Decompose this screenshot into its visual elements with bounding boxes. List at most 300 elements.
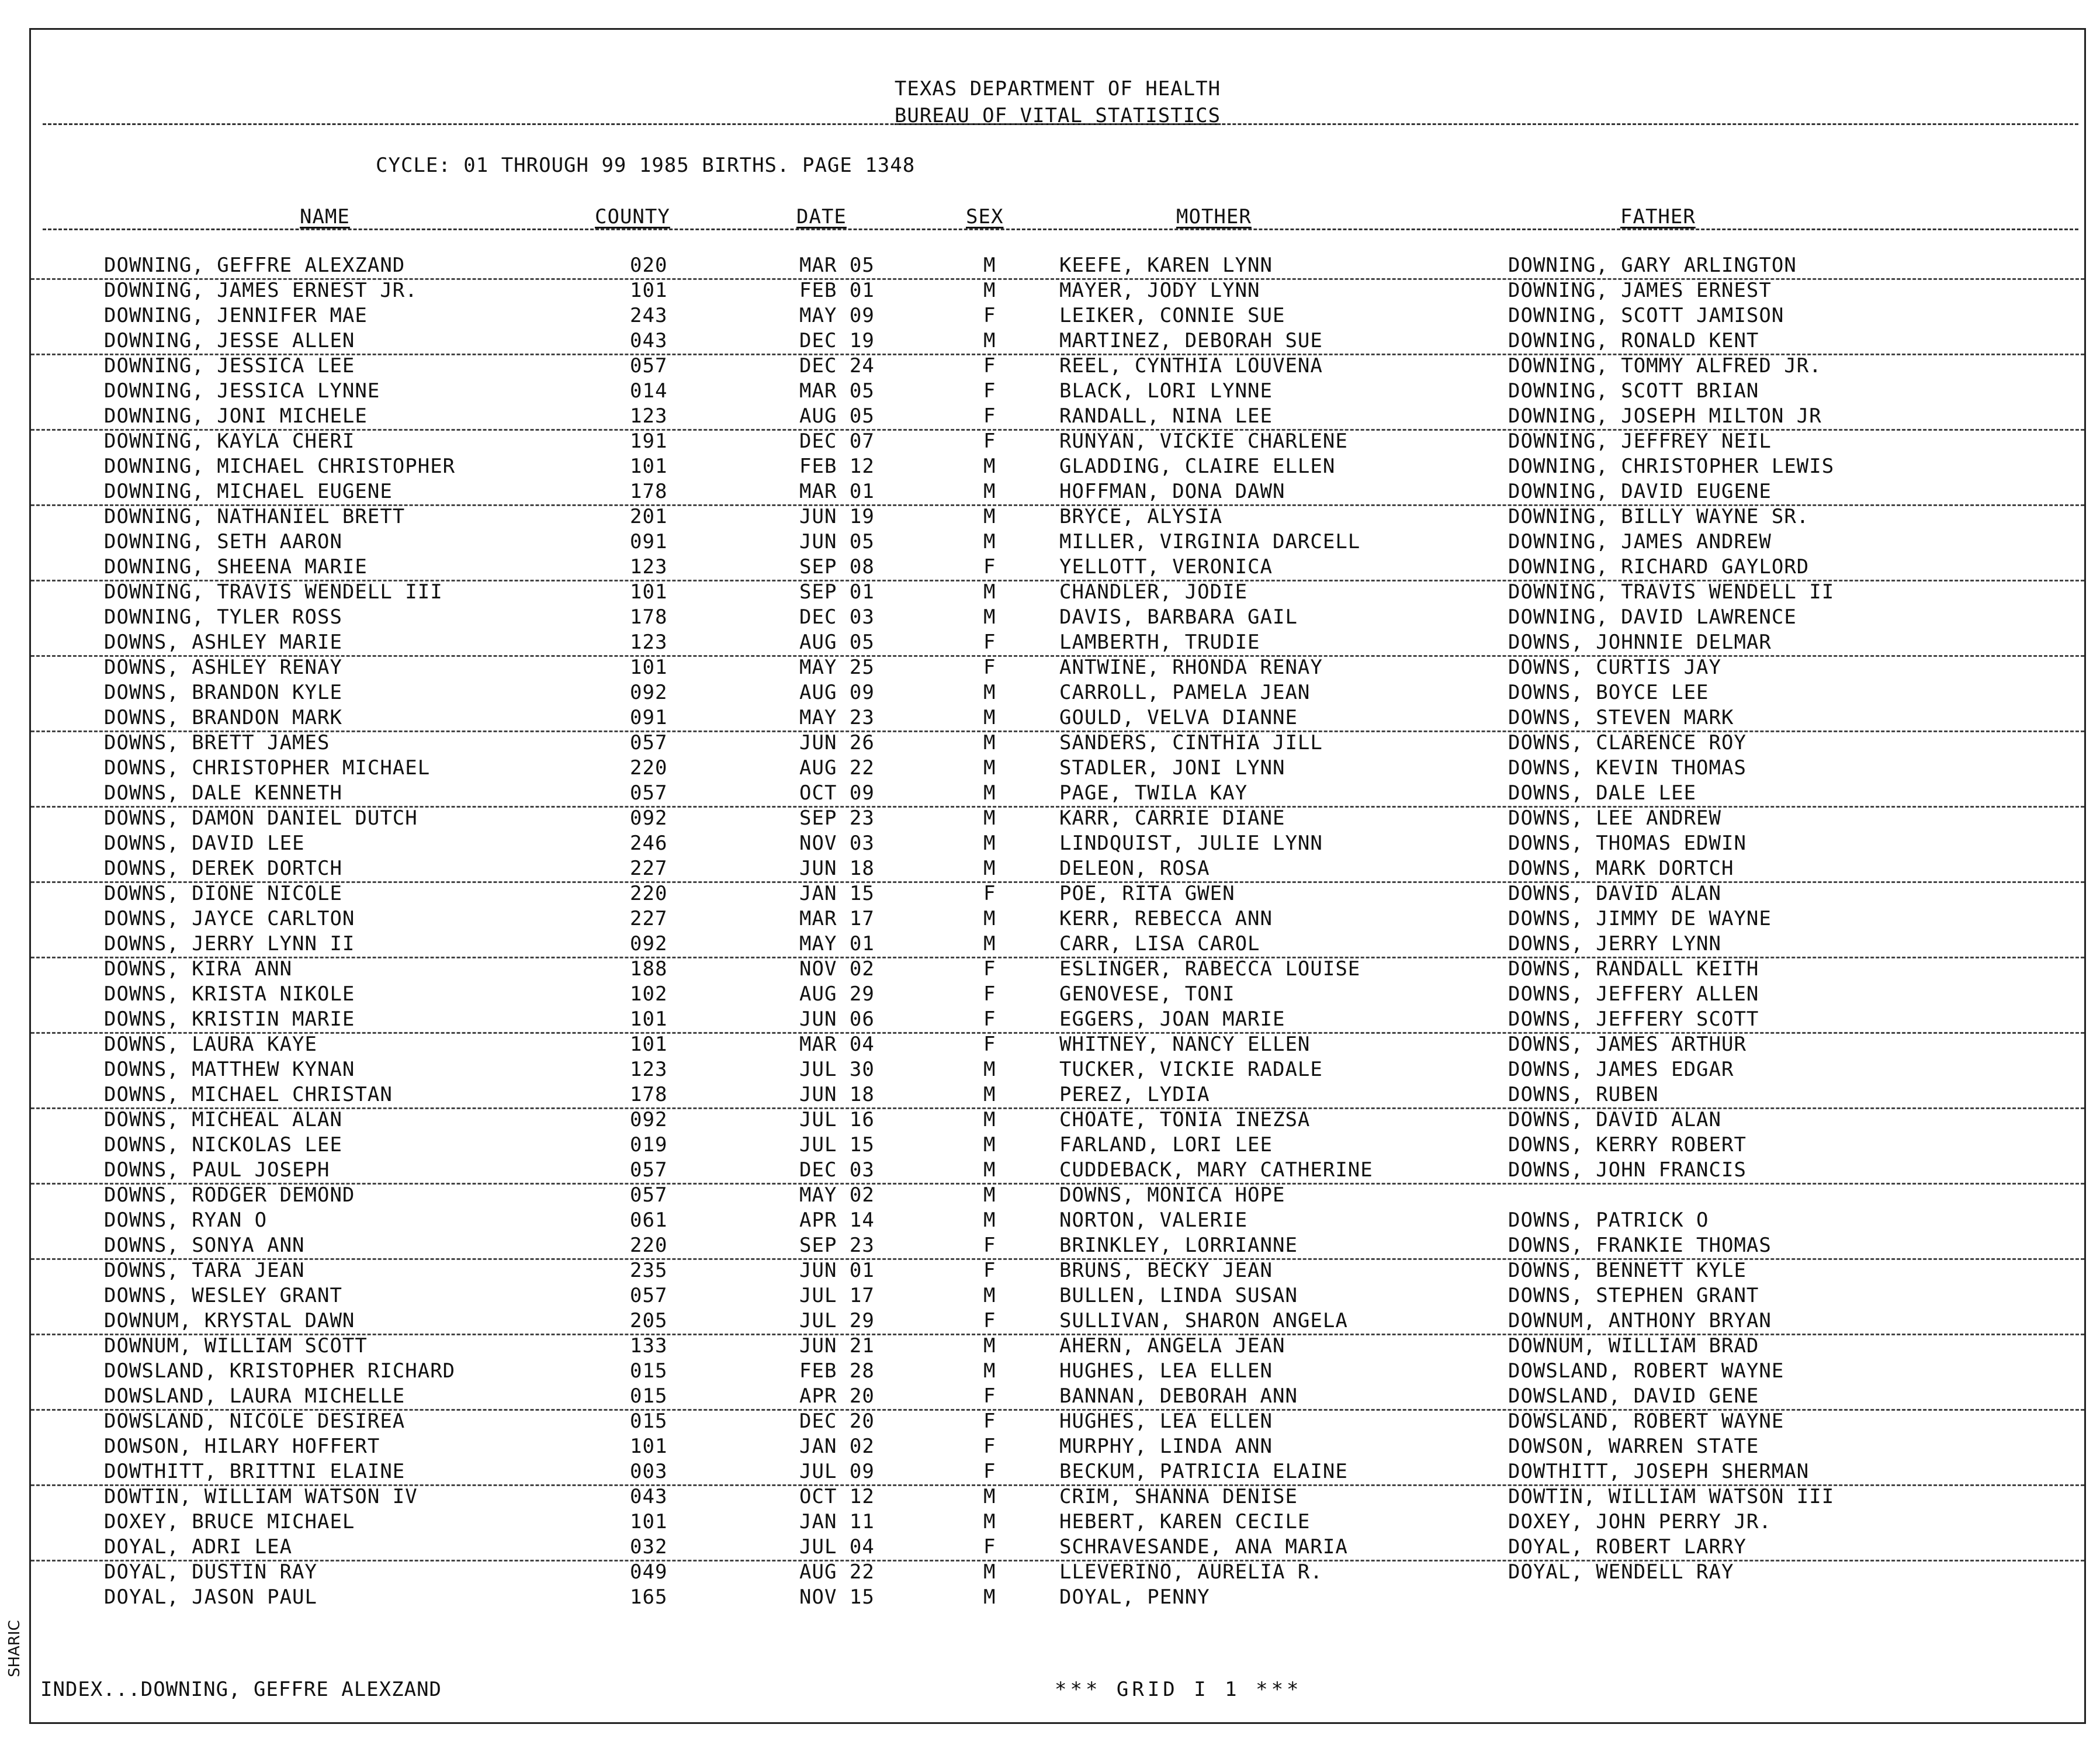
cell-date: JUL 17 (799, 1284, 875, 1307)
cell-county: 227 (630, 857, 668, 880)
cell-name: DOWNS, KIRA ANN (104, 957, 293, 981)
table-row (31, 1308, 2084, 1335)
cell-sex: M (983, 932, 996, 955)
cell-date: JUL 04 (799, 1535, 875, 1559)
cell-sex: M (983, 756, 996, 780)
cell-sex: F (983, 957, 996, 981)
cell-date: DEC 03 (799, 605, 875, 629)
table-row (31, 429, 2084, 454)
cell-mother: ESLINGER, RABECCA LOUISE (1059, 957, 1361, 981)
cell-sex: M (983, 781, 996, 805)
cell-county: 092 (630, 681, 668, 704)
cell-county: 043 (630, 1485, 668, 1508)
cell-father: DOWNS, BOYCE LEE (1508, 681, 1709, 704)
cell-sex: F (983, 430, 996, 453)
cell-sex: M (983, 1108, 996, 1131)
table-row (31, 630, 2084, 657)
cell-county: 235 (630, 1259, 668, 1282)
cell-county: 092 (630, 1108, 668, 1131)
cell-mother: TUCKER, VICKIE RADALE (1059, 1058, 1323, 1081)
cell-name: DOWNS, JAYCE CARLTON (104, 907, 355, 930)
cell-mother: KERR, REBECCA ANN (1059, 907, 1273, 930)
cell-county: 133 (630, 1334, 668, 1358)
cell-sex: F (983, 1259, 996, 1282)
cell-father: DOWNS, JOHN FRANCIS (1508, 1158, 1746, 1182)
cell-date: MAR 17 (799, 907, 875, 930)
cell-name: DOWNS, MICHAEL CHRISTAN (104, 1083, 393, 1106)
table-row (31, 479, 2084, 506)
cell-sex: M (983, 329, 996, 352)
cell-father: DOWNS, JEFFERY ALLEN (1508, 982, 1759, 1006)
table-row (31, 1233, 2084, 1260)
agency-title: TEXAS DEPARTMENT OF HEALTH (894, 77, 1221, 101)
cell-father: DOWNS, JOHNNIE DELMAR (1508, 631, 1772, 654)
cell-mother: FARLAND, LORI LEE (1059, 1133, 1273, 1157)
cell-name: DOWNS, BRANDON MARK (104, 706, 342, 729)
cell-name: DOWNS, DALE KENNETH (104, 781, 342, 805)
cell-father: DOWNS, MARK DORTCH (1508, 857, 1734, 880)
cell-county: 101 (630, 279, 668, 302)
cell-mother: SANDERS, CINTHIA JILL (1059, 731, 1323, 754)
cell-date: JAN 11 (799, 1510, 875, 1533)
cell-sex: M (983, 530, 996, 553)
cell-date: MAR 01 (799, 480, 875, 503)
cell-sex: M (983, 1560, 996, 1584)
cell-county: 201 (630, 505, 668, 528)
cell-name: DOWNING, JAMES ERNEST JR. (104, 279, 418, 302)
cell-county: 188 (630, 957, 668, 981)
cell-father: DOWNS, RANDALL KEITH (1508, 957, 1759, 981)
cell-sex: M (983, 1058, 996, 1081)
cell-date: FEB 28 (799, 1359, 875, 1383)
cell-mother: EGGERS, JOAN MARIE (1059, 1007, 1285, 1031)
cell-name: DOWNING, SETH AARON (104, 530, 342, 553)
document-page (29, 28, 2086, 1724)
cell-father: DOXEY, JOHN PERRY JR. (1508, 1510, 1772, 1533)
cell-mother: GOULD, VELVA DIANNE (1059, 706, 1298, 729)
cell-county: 003 (630, 1460, 668, 1483)
table-row (31, 831, 2084, 856)
cell-mother: NORTON, VALERIE (1059, 1209, 1248, 1232)
cell-county: 049 (630, 1560, 668, 1584)
cell-mother: STADLER, JONI LYNN (1059, 756, 1285, 780)
cell-county: 020 (630, 254, 668, 277)
cell-sex: F (983, 656, 996, 679)
cell-father: DOWNING, JAMES ERNEST (1508, 279, 1772, 302)
cell-name: DOWNS, RYAN O (104, 1209, 268, 1232)
cell-father: DOWNS, JEFFERY SCOTT (1508, 1007, 1759, 1031)
cell-sex: M (983, 1510, 996, 1533)
cell-father: DOWNING, DAVID LAWRENCE (1508, 605, 1797, 629)
cell-sex: M (983, 1359, 996, 1383)
cell-sex: F (983, 555, 996, 579)
cell-mother: DOWNS, MONICA HOPE (1059, 1183, 1285, 1207)
cycle-line: CYCLE: 01 THROUGH 99 1985 BIRTHS. PAGE 1348 (376, 154, 916, 177)
cell-date: JUL 16 (799, 1108, 875, 1131)
column-header-divider (43, 228, 2078, 230)
table-row (31, 1082, 2084, 1109)
cell-sex: F (983, 1309, 996, 1332)
cell-county: 220 (630, 882, 668, 905)
cell-sex: F (983, 1410, 996, 1433)
cell-name: DOWNS, TARA JEAN (104, 1259, 305, 1282)
cell-sex: M (983, 480, 996, 503)
cell-county: 057 (630, 731, 668, 754)
cell-sex: M (983, 832, 996, 855)
cell-name: DOYAL, ADRI LEA (104, 1535, 293, 1559)
cell-county: 205 (630, 1309, 668, 1332)
cell-county: 057 (630, 1284, 668, 1307)
cell-name: DOWNING, JESSE ALLEN (104, 329, 355, 352)
cell-mother: BANNAN, DEBORAH ANN (1059, 1384, 1298, 1408)
cell-date: SEP 01 (799, 580, 875, 604)
table-row (31, 1158, 2084, 1185)
cell-mother: BRYCE, ALYSIA (1059, 505, 1223, 528)
cell-county: 057 (630, 781, 668, 805)
cell-date: MAY 02 (799, 1183, 875, 1207)
cell-father: DOWNUM, ANTHONY BRYAN (1508, 1309, 1772, 1332)
cell-name: DOWNS, RODGER DEMOND (104, 1183, 355, 1207)
cell-mother: GENOVESE, TONI (1059, 982, 1235, 1006)
cell-sex: F (983, 404, 996, 428)
cell-mother: DOYAL, PENNY (1059, 1585, 1210, 1609)
cell-sex: F (983, 982, 996, 1006)
cell-sex: F (983, 1535, 996, 1559)
table-row (31, 605, 2084, 630)
cell-county: 101 (630, 455, 668, 478)
cell-name: DOWNS, MICHEAL ALAN (104, 1108, 342, 1131)
cell-date: MAY 01 (799, 932, 875, 955)
cell-name: DOWNUM, KRYSTAL DAWN (104, 1309, 355, 1332)
table-row (31, 1359, 2084, 1384)
cell-father: DOWNS, DAVID ALAN (1508, 882, 1721, 905)
cell-date: DEC 20 (799, 1410, 875, 1433)
cell-date: JUN 18 (799, 857, 875, 880)
cell-county: 101 (630, 1435, 668, 1458)
cell-father: DOWNS, RUBEN (1508, 1083, 1659, 1106)
cell-father: DOWNS, STEVEN MARK (1508, 706, 1734, 729)
cell-father: DOWNING, RONALD KENT (1508, 329, 1759, 352)
cell-sex: M (983, 681, 996, 704)
cell-date: JUN 18 (799, 1083, 875, 1106)
cell-county: 091 (630, 706, 668, 729)
cell-mother: ANTWINE, RHONDA RENAY (1059, 656, 1323, 679)
cell-father: DOWNING, JEFFREY NEIL (1508, 430, 1772, 453)
cell-date: AUG 22 (799, 1560, 875, 1584)
cell-date: JUL 29 (799, 1309, 875, 1332)
cell-county: 243 (630, 304, 668, 327)
cell-name: DOWNS, WESLEY GRANT (104, 1284, 342, 1307)
cell-mother: GLADDING, CLAIRE ELLEN (1059, 455, 1336, 478)
cell-date: JUN 26 (799, 731, 875, 754)
cell-county: 102 (630, 982, 668, 1006)
table-row (31, 454, 2084, 479)
cell-county: 101 (630, 1033, 668, 1056)
cell-mother: DAVIS, BARBARA GAIL (1059, 605, 1298, 629)
table-row (31, 1183, 2084, 1208)
index-footer: INDEX...DOWNING, GEFFRE ALEXZAND (40, 1678, 442, 1701)
cell-date: DEC 03 (799, 1158, 875, 1182)
table-row (31, 1107, 2084, 1133)
cell-date: DEC 19 (799, 329, 875, 352)
cell-sex: M (983, 907, 996, 930)
cell-father: DOWNS, LEE ANDREW (1508, 806, 1721, 830)
table-row (31, 1409, 2084, 1434)
cell-date: MAR 05 (799, 254, 875, 277)
cell-father: DOWNING, SCOTT BRIAN (1508, 379, 1759, 403)
cell-name: DOWSON, HILARY HOFFERT (104, 1435, 380, 1458)
cell-sex: M (983, 605, 996, 629)
cell-date: SEP 08 (799, 555, 875, 579)
cell-mother: CRIM, SHANNA DENISE (1059, 1485, 1298, 1508)
cell-father: DOWNS, PATRICK O (1508, 1209, 1709, 1232)
cell-sex: F (983, 304, 996, 327)
cell-mother: BULLEN, LINDA SUSAN (1059, 1284, 1298, 1307)
cell-mother: PEREZ, LYDIA (1059, 1083, 1210, 1106)
cell-date: AUG 22 (799, 756, 875, 780)
cell-father: DOWNING, DAVID EUGENE (1508, 480, 1772, 503)
cell-mother: CHANDLER, JODIE (1059, 580, 1248, 604)
cell-name: DOWNING, TYLER ROSS (104, 605, 342, 629)
cell-sex: M (983, 1133, 996, 1157)
table-row (31, 856, 2084, 883)
cell-county: 019 (630, 1133, 668, 1157)
cell-name: DOWNS, DAMON DANIEL DUTCH (104, 806, 418, 830)
cell-date: MAR 05 (799, 379, 875, 403)
cell-sex: M (983, 1158, 996, 1182)
cell-county: 061 (630, 1209, 668, 1232)
cell-county: 123 (630, 631, 668, 654)
cell-date: OCT 12 (799, 1485, 875, 1508)
cell-name: DOWNUM, WILLIAM SCOTT (104, 1334, 368, 1358)
cell-date: DEC 07 (799, 430, 875, 453)
cell-name: DOWNS, LAURA KAYE (104, 1033, 317, 1056)
cell-name: DOWNING, JESSICA LYNNE (104, 379, 380, 403)
table-row (31, 1133, 2084, 1158)
cell-sex: M (983, 580, 996, 604)
table-row (31, 303, 2084, 328)
cell-father: DOWNS, KEVIN THOMAS (1508, 756, 1746, 780)
table-row (31, 379, 2084, 404)
cell-mother: PAGE, TWILA KAY (1059, 781, 1248, 805)
cell-father: DOWNS, CLARENCE ROY (1508, 731, 1746, 754)
column-header-date: DATE (796, 205, 847, 228)
table-row (31, 1208, 2084, 1233)
cell-sex: M (983, 1183, 996, 1207)
cell-county: 101 (630, 580, 668, 604)
cell-name: DOWNING, MICHAEL EUGENE (104, 480, 393, 503)
column-header-mother: MOTHER (1176, 205, 1252, 228)
cell-date: APR 14 (799, 1209, 875, 1232)
cell-county: 220 (630, 1234, 668, 1257)
column-header-father: FATHER (1620, 205, 1696, 228)
table-row (31, 580, 2084, 605)
cell-name: DOWSLAND, LAURA MICHELLE (104, 1384, 406, 1408)
cell-name: DOWNS, MATTHEW KYNAN (104, 1058, 355, 1081)
cell-mother: HUGHES, LEA ELLEN (1059, 1359, 1273, 1383)
cell-county: 123 (630, 555, 668, 579)
cell-date: JUN 21 (799, 1334, 875, 1358)
cell-county: 014 (630, 379, 668, 403)
table-row (31, 1283, 2084, 1308)
cell-date: MAR 04 (799, 1033, 875, 1056)
cell-sex: M (983, 1485, 996, 1508)
cell-mother: REEL, CYNTHIA LOUVENA (1059, 354, 1323, 378)
cell-name: DOWNING, SHEENA MARIE (104, 555, 368, 579)
cell-date: MAY 09 (799, 304, 875, 327)
cell-sex: M (983, 254, 996, 277)
cell-mother: MILLER, VIRGINIA DARCELL (1059, 530, 1361, 553)
cell-mother: KARR, CARRIE DIANE (1059, 806, 1285, 830)
cell-father: DOWNS, DALE LEE (1508, 781, 1697, 805)
table-row (31, 680, 2084, 705)
cell-sex: M (983, 1585, 996, 1609)
table-row (31, 328, 2084, 355)
grid-footer: *** GRID I 1 *** (1055, 1678, 1302, 1701)
cell-mother: BRINKLEY, LORRIANNE (1059, 1234, 1298, 1257)
cell-county: 057 (630, 354, 668, 378)
cell-name: DOWNS, BRETT JAMES (104, 731, 330, 754)
cell-name: DOYAL, DUSTIN RAY (104, 1560, 317, 1584)
cell-mother: POE, RITA GWEN (1059, 882, 1235, 905)
cell-mother: WHITNEY, NANCY ELLEN (1059, 1033, 1311, 1056)
cell-sex: M (983, 857, 996, 880)
cell-date: NOV 15 (799, 1585, 875, 1609)
table-row (31, 1484, 2084, 1509)
cell-county: 123 (630, 404, 668, 428)
cell-father: DOWNS, FRANKIE THOMAS (1508, 1234, 1772, 1257)
cell-father: DOWNS, JAMES ARTHUR (1508, 1033, 1746, 1056)
cell-sex: F (983, 379, 996, 403)
cell-father: DOWNS, DAVID ALAN (1508, 1108, 1721, 1131)
cell-county: 015 (630, 1410, 668, 1433)
table-row (31, 1509, 2084, 1535)
table-row (31, 278, 2084, 303)
cell-date: FEB 01 (799, 279, 875, 302)
cell-county: 015 (630, 1384, 668, 1408)
table-row (31, 529, 2084, 555)
table-row (31, 1535, 2084, 1561)
cell-county: 101 (630, 656, 668, 679)
cell-father: DOWNING, BILLY WAYNE SR. (1508, 505, 1810, 528)
cell-county: 178 (630, 480, 668, 503)
cell-county: 092 (630, 806, 668, 830)
cell-father: DOWNS, BENNETT KYLE (1508, 1259, 1746, 1282)
table-row (31, 253, 2084, 280)
cell-name: DOWNS, BRANDON KYLE (104, 681, 342, 704)
cell-name: DOWNS, NICKOLAS LEE (104, 1133, 342, 1157)
cell-mother: BRUNS, BECKY JEAN (1059, 1259, 1273, 1282)
cell-county: 057 (630, 1158, 668, 1182)
table-row (31, 781, 2084, 808)
table-row (31, 982, 2084, 1007)
cell-father: DOWNS, JERRY LYNN (1508, 932, 1721, 955)
cell-mother: AHERN, ANGELA JEAN (1059, 1334, 1285, 1358)
table-row (31, 1459, 2084, 1486)
table-row (31, 1057, 2084, 1082)
cell-sex: M (983, 806, 996, 830)
cell-name: DOWSLAND, KRISTOPHER RICHARD (104, 1359, 456, 1383)
cell-date: DEC 24 (799, 354, 875, 378)
table-row (31, 655, 2084, 680)
table-row (31, 504, 2084, 529)
cell-county: 101 (630, 1007, 668, 1031)
cell-sex: F (983, 631, 996, 654)
cell-name: DOWNS, DEREK DORTCH (104, 857, 342, 880)
cell-name: DOWNS, DAVID LEE (104, 832, 305, 855)
header-divider (43, 123, 2078, 125)
cell-name: DOWTIN, WILLIAM WATSON IV (104, 1485, 418, 1508)
cell-name: DOWSLAND, NICOLE DESIREA (104, 1410, 406, 1433)
cell-date: JUL 09 (799, 1460, 875, 1483)
cell-mother: CARR, LISA CAROL (1059, 932, 1260, 955)
cell-county: 043 (630, 329, 668, 352)
table-row (31, 1560, 2084, 1585)
cell-date: NOV 03 (799, 832, 875, 855)
cell-county: 057 (630, 1183, 668, 1207)
cell-date: SEP 23 (799, 1234, 875, 1257)
cell-father: DOWNING, JAMES ANDREW (1508, 530, 1772, 553)
cell-mother: DELEON, ROSA (1059, 857, 1210, 880)
cell-date: NOV 02 (799, 957, 875, 981)
cell-date: AUG 05 (799, 404, 875, 428)
cell-mother: HEBERT, KAREN CECILE (1059, 1510, 1311, 1533)
table-row (31, 906, 2084, 932)
cell-father: DOYAL, WENDELL RAY (1508, 1560, 1734, 1584)
cell-date: MAY 25 (799, 656, 875, 679)
cell-name: DOWNING, JENNIFER MAE (104, 304, 368, 327)
cell-mother: MAYER, JODY LYNN (1059, 279, 1260, 302)
cell-sex: F (983, 1384, 996, 1408)
cell-county: 123 (630, 1058, 668, 1081)
cell-date: JUL 30 (799, 1058, 875, 1081)
cell-name: DOWNS, CHRISTOPHER MICHAEL (104, 756, 431, 780)
cell-sex: M (983, 279, 996, 302)
cell-sex: M (983, 505, 996, 528)
cell-name: DOWNING, GEFFRE ALEXZAND (104, 254, 406, 277)
bureau-title: BUREAU OF VITAL STATISTICS (894, 104, 1221, 127)
cell-date: APR 20 (799, 1384, 875, 1408)
cell-date: SEP 23 (799, 806, 875, 830)
cell-sex: M (983, 1209, 996, 1232)
cell-name: DOWNS, ASHLEY RENAY (104, 656, 342, 679)
cell-father: DOWNS, THOMAS EDWIN (1508, 832, 1746, 855)
cell-county: 015 (630, 1359, 668, 1383)
cell-father: DOWNING, CHRISTOPHER LEWIS (1508, 455, 1835, 478)
cell-date: JAN 15 (799, 882, 875, 905)
cell-name: DOWNING, NATHANIEL BRETT (104, 505, 406, 528)
cell-name: DOWNS, KRISTIN MARIE (104, 1007, 355, 1031)
cell-father: DOWNING, SCOTT JAMISON (1508, 304, 1784, 327)
cell-county: 165 (630, 1585, 668, 1609)
cell-name: DOWNS, ASHLEY MARIE (104, 631, 342, 654)
cell-mother: HOFFMAN, DONA DAWN (1059, 480, 1285, 503)
cell-name: DOWNS, JERRY LYNN II (104, 932, 355, 955)
cell-name: DOWNING, TRAVIS WENDELL III (104, 580, 443, 604)
table-row (31, 354, 2084, 379)
cell-county: 178 (630, 605, 668, 629)
table-row (31, 957, 2084, 982)
column-header-county: COUNTY (595, 205, 670, 228)
cell-mother: LINDQUIST, JULIE LYNN (1059, 832, 1323, 855)
cell-father: DOWNS, JIMMY DE WAYNE (1508, 907, 1772, 930)
cell-father: DOWNUM, WILLIAM BRAD (1508, 1334, 1759, 1358)
cell-mother: RUNYAN, VICKIE CHARLENE (1059, 430, 1348, 453)
cell-name: DOWTHITT, BRITTNI ELAINE (104, 1460, 406, 1483)
cell-father: DOWSON, WARREN STATE (1508, 1435, 1759, 1458)
cell-name: DOWNING, JONI MICHELE (104, 404, 368, 428)
table-row (31, 1384, 2084, 1411)
